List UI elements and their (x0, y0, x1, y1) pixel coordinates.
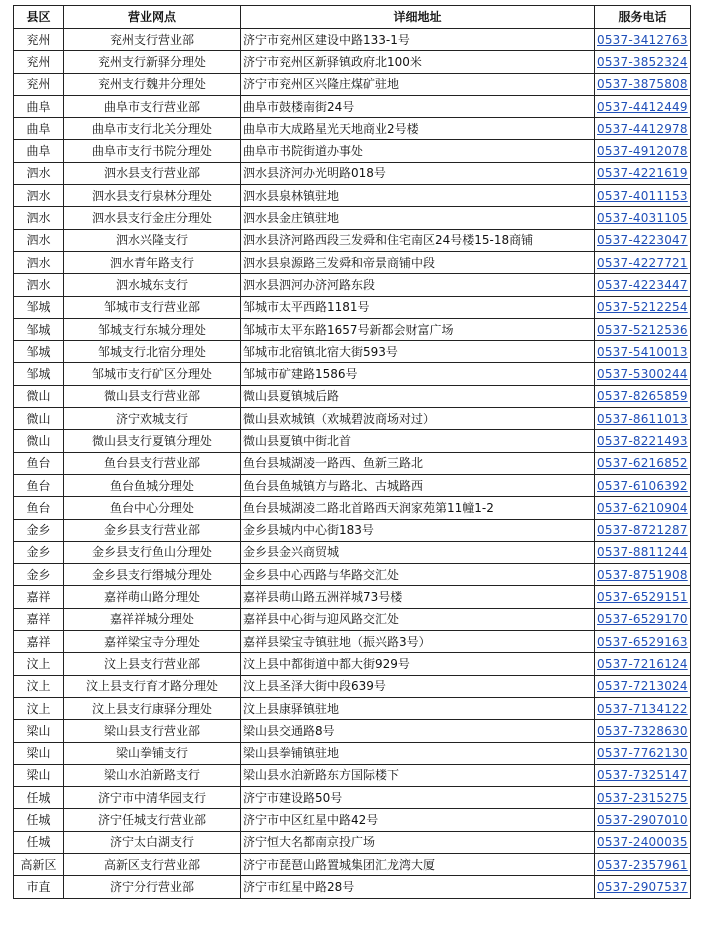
phone-cell (595, 564, 691, 586)
table-row (14, 162, 691, 184)
table-row (14, 29, 691, 51)
phone-cell (595, 541, 691, 563)
county-cell: 市直 (14, 876, 64, 898)
phone-cell (595, 73, 691, 95)
table-row (14, 586, 691, 608)
branch-cell: 微山县支行营业部 (64, 385, 241, 407)
branch-cell: 嘉祥祥城分理处 (64, 608, 241, 630)
phone-cell (595, 586, 691, 608)
table-header (14, 6, 691, 29)
phone-link[interactable]: 0537-6210904 (597, 500, 688, 515)
branch-cell: 兖州支行新驿分理处 (64, 51, 241, 73)
branch-cell: 泗水青年路支行 (64, 251, 241, 273)
address-cell: 济宁市建设路50号 (241, 787, 595, 809)
phone-link[interactable]: 0537-6529170 (597, 612, 688, 627)
table-row (14, 742, 691, 764)
branch-cell: 金乡县支行营业部 (64, 519, 241, 541)
phone-cell (595, 876, 691, 898)
table-row (14, 274, 691, 296)
branch-cell: 曲阜市支行书院分理处 (64, 140, 241, 162)
table-row (14, 653, 691, 675)
address-cell: 嘉祥县中心街与迎风路交汇处 (241, 608, 595, 630)
branch-cell: 鱼台县支行营业部 (64, 452, 241, 474)
county-cell: 高新区 (14, 853, 64, 875)
table-row (14, 497, 691, 519)
address-cell: 济宁市兖州区兴隆庄煤矿驻地 (241, 73, 595, 95)
branch-cell: 曲阜市支行北关分理处 (64, 118, 241, 140)
header-branch: 营业网点 (64, 6, 241, 29)
county-cell: 邹城 (14, 363, 64, 385)
address-cell: 邹城市北宿镇北宿大街593号 (241, 341, 595, 363)
phone-link[interactable]: 0537-4223447 (597, 277, 688, 292)
county-cell: 金乡 (14, 519, 64, 541)
county-cell: 汶上 (14, 675, 64, 697)
table-row (14, 207, 691, 229)
branch-cell: 曲阜市支行营业部 (64, 95, 241, 117)
phone-cell (595, 118, 691, 140)
phone-cell (595, 229, 691, 251)
phone-link[interactable]: 0537-6216852 (597, 456, 688, 471)
phone-cell (595, 385, 691, 407)
county-cell: 任城 (14, 831, 64, 853)
phone-link[interactable]: 0537-5212536 (597, 322, 688, 337)
branch-cell: 济宁欢城支行 (64, 408, 241, 430)
phone-cell (595, 474, 691, 496)
branch-cell: 济宁市中清华园支行 (64, 787, 241, 809)
phone-link[interactable]: 0537-4412449 (597, 99, 688, 114)
table-row (14, 296, 691, 318)
branch-cell: 邹城市支行营业部 (64, 296, 241, 318)
table-row (14, 140, 691, 162)
phone-link[interactable]: 0537-3412763 (597, 32, 688, 47)
branch-cell: 嘉祥萌山路分理处 (64, 586, 241, 608)
address-cell: 泗水县济河路西段三发舜和住宅南区24号楼15-18商铺 (241, 229, 595, 251)
table-row (14, 519, 691, 541)
table-row (14, 341, 691, 363)
branch-cell: 泗水城东支行 (64, 274, 241, 296)
table-row (14, 541, 691, 563)
address-cell: 泗水县泉林镇驻地 (241, 185, 595, 207)
phone-link[interactable]: 0537-2400035 (597, 835, 688, 850)
table-row (14, 675, 691, 697)
county-cell: 泗水 (14, 207, 64, 229)
address-cell: 泗水县济河办光明路018号 (241, 162, 595, 184)
county-cell: 嘉祥 (14, 586, 64, 608)
address-cell: 微山县夏镇中街北首 (241, 430, 595, 452)
branch-cell: 邹城支行东城分理处 (64, 318, 241, 340)
phone-link[interactable]: 0537-6529151 (597, 590, 688, 605)
phone-cell (595, 631, 691, 653)
branch-cell: 泗水县支行营业部 (64, 162, 241, 184)
phone-link[interactable]: 0537-8611013 (597, 411, 688, 426)
table-row (14, 185, 691, 207)
address-cell: 金乡县金兴商贸城 (241, 541, 595, 563)
county-cell: 曲阜 (14, 140, 64, 162)
phone-cell (595, 274, 691, 296)
phone-cell (595, 251, 691, 273)
address-cell: 鱼台县城湖凌一路西、鱼新三路北 (241, 452, 595, 474)
county-cell: 曲阜 (14, 95, 64, 117)
address-cell: 梁山县交通路8号 (241, 720, 595, 742)
branch-cell: 邹城支行北宿分理处 (64, 341, 241, 363)
branch-cell: 鱼台鱼城分理处 (64, 474, 241, 496)
phone-link[interactable]: 0537-8751908 (597, 567, 688, 582)
phone-cell (595, 162, 691, 184)
table-row (14, 853, 691, 875)
phone-cell (595, 51, 691, 73)
phone-link[interactable]: 0537-7325147 (597, 768, 688, 783)
phone-link[interactable]: 0537-5300244 (597, 367, 688, 382)
county-cell: 嘉祥 (14, 608, 64, 630)
phone-link[interactable]: 0537-3875808 (597, 77, 688, 92)
branch-cell: 济宁任城支行营业部 (64, 809, 241, 831)
phone-cell (595, 408, 691, 430)
county-cell: 邹城 (14, 341, 64, 363)
table-row (14, 408, 691, 430)
county-cell: 嘉祥 (14, 631, 64, 653)
table-row (14, 363, 691, 385)
table-row (14, 764, 691, 786)
address-cell: 鱼台县城湖凌二路北首路西天润家苑第11幢1-2 (241, 497, 595, 519)
address-cell: 微山县欢城镇（欢城碧波商场对过） (241, 408, 595, 430)
address-cell: 济宁市琵琶山路置城集团汇龙湾大厦 (241, 853, 595, 875)
phone-cell (595, 363, 691, 385)
branch-cell: 泗水县支行金庄分理处 (64, 207, 241, 229)
phone-link[interactable]: 0537-4031105 (597, 211, 688, 226)
county-cell: 汶上 (14, 653, 64, 675)
address-cell: 梁山县水泊新路东方国际楼下 (241, 764, 595, 786)
table-row (14, 720, 691, 742)
address-cell: 泗水县泉源路三发舜和帝景商铺中段 (241, 251, 595, 273)
county-cell: 鱼台 (14, 452, 64, 474)
phone-cell (595, 809, 691, 831)
phone-cell (595, 764, 691, 786)
phone-cell (595, 185, 691, 207)
phone-cell (595, 697, 691, 719)
county-cell: 梁山 (14, 720, 64, 742)
table-row (14, 318, 691, 340)
address-cell: 嘉祥县梁宝寺镇驻地（振兴路3号） (241, 631, 595, 653)
address-cell: 曲阜市书院街道办事处 (241, 140, 595, 162)
phone-cell (595, 519, 691, 541)
address-cell: 鱼台县鱼城镇方与路北、古城路西 (241, 474, 595, 496)
county-cell: 曲阜 (14, 118, 64, 140)
county-cell: 泗水 (14, 162, 64, 184)
address-cell: 金乡县城内中心街183号 (241, 519, 595, 541)
phone-cell (595, 653, 691, 675)
branch-cell: 兖州支行魏井分理处 (64, 73, 241, 95)
phone-link[interactable]: 0537-2907537 (597, 879, 688, 894)
header-row (14, 6, 691, 29)
table-row (14, 564, 691, 586)
phone-link[interactable]: 0537-2357961 (597, 857, 688, 872)
phone-link[interactable]: 0537-4912078 (597, 144, 688, 159)
phone-cell (595, 787, 691, 809)
address-cell: 汶上县中都街道中都大街929号 (241, 653, 595, 675)
county-cell: 泗水 (14, 229, 64, 251)
table-row (14, 809, 691, 831)
branch-cell: 兖州支行营业部 (64, 29, 241, 51)
branch-cell: 汶上县支行育才路分理处 (64, 675, 241, 697)
county-cell: 兖州 (14, 51, 64, 73)
phone-cell (595, 497, 691, 519)
phone-link[interactable]: 0537-6529163 (597, 634, 688, 649)
phone-cell (595, 140, 691, 162)
phone-link[interactable]: 0537-4223047 (597, 233, 688, 248)
phone-link[interactable]: 0537-3852324 (597, 54, 688, 69)
phone-cell (595, 720, 691, 742)
table-row (14, 452, 691, 474)
county-cell: 邹城 (14, 318, 64, 340)
branch-cell: 汶上县支行康驿分理处 (64, 697, 241, 719)
branch-cell: 微山县支行夏镇分理处 (64, 430, 241, 452)
branch-cell: 泗水县支行泉林分理处 (64, 185, 241, 207)
county-cell: 泗水 (14, 185, 64, 207)
county-cell: 梁山 (14, 742, 64, 764)
branch-cell: 金乡县支行鱼山分理处 (64, 541, 241, 563)
county-cell: 任城 (14, 809, 64, 831)
phone-cell (595, 341, 691, 363)
county-cell: 兖州 (14, 29, 64, 51)
county-cell: 泗水 (14, 274, 64, 296)
phone-link[interactable]: 0537-4221619 (597, 166, 688, 181)
phone-cell (595, 95, 691, 117)
phone-link[interactable]: 0537-2315275 (597, 790, 688, 805)
phone-link[interactable]: 0537-7762130 (597, 746, 688, 761)
table-row (14, 631, 691, 653)
phone-link[interactable]: 0537-8265859 (597, 389, 688, 404)
table-row (14, 474, 691, 496)
phone-link[interactable]: 0537-8721287 (597, 523, 688, 538)
phone-link[interactable]: 0537-5410013 (597, 344, 688, 359)
table-row (14, 385, 691, 407)
table-row (14, 251, 691, 273)
county-cell: 汶上 (14, 697, 64, 719)
table-row (14, 697, 691, 719)
address-cell: 汶上县圣泽大街中段639号 (241, 675, 595, 697)
address-cell: 济宁市中区红星中路42号 (241, 809, 595, 831)
phone-link[interactable]: 0537-8811244 (597, 545, 688, 560)
branch-cell: 梁山县支行营业部 (64, 720, 241, 742)
phone-cell (595, 207, 691, 229)
branch-cell: 济宁太白湖支行 (64, 831, 241, 853)
phone-link[interactable]: 0537-4011153 (597, 188, 688, 203)
address-cell: 泗水县泗河办济河路东段 (241, 274, 595, 296)
address-cell: 泗水县金庄镇驻地 (241, 207, 595, 229)
county-cell: 梁山 (14, 764, 64, 786)
phone-cell (595, 296, 691, 318)
address-cell: 邹城市太平东路1657号新都会财富广场 (241, 318, 595, 340)
branch-cell: 汶上县支行营业部 (64, 653, 241, 675)
address-cell: 金乡县中心西路与华路交汇处 (241, 564, 595, 586)
county-cell: 泗水 (14, 251, 64, 273)
address-cell: 汶上县康驿镇驻地 (241, 697, 595, 719)
phone-link[interactable]: 0537-4227721 (597, 255, 688, 270)
phone-cell (595, 831, 691, 853)
phone-link[interactable]: 0537-2907010 (597, 813, 688, 828)
phone-link[interactable]: 0537-7328630 (597, 723, 688, 738)
branch-cell: 高新区支行营业部 (64, 853, 241, 875)
phone-link[interactable]: 0537-7216124 (597, 656, 688, 671)
county-cell: 任城 (14, 787, 64, 809)
phone-cell (595, 452, 691, 474)
address-cell: 曲阜市大成路星光天地商业2号楼 (241, 118, 595, 140)
branch-cell: 济宁分行营业部 (64, 876, 241, 898)
branch-cell: 梁山拳铺支行 (64, 742, 241, 764)
phone-link[interactable]: 0537-8221493 (597, 433, 688, 448)
table-row (14, 51, 691, 73)
branch-cell: 梁山水泊新路支行 (64, 764, 241, 786)
branch-cell: 邹城市支行矿区分理处 (64, 363, 241, 385)
county-cell: 鱼台 (14, 474, 64, 496)
address-cell: 济宁市兖州区新驿镇政府北100米 (241, 51, 595, 73)
county-cell: 邹城 (14, 296, 64, 318)
table-row (14, 430, 691, 452)
county-cell: 鱼台 (14, 497, 64, 519)
branch-cell: 金乡县支行缗城分理处 (64, 564, 241, 586)
address-cell: 济宁市兖州区建设中路133-1号 (241, 29, 595, 51)
phone-cell (595, 318, 691, 340)
phone-link[interactable]: 0537-7213024 (597, 679, 688, 694)
address-cell: 济宁市红星中路28号 (241, 876, 595, 898)
table-row (14, 229, 691, 251)
phone-link[interactable]: 0537-7134122 (597, 701, 688, 716)
phone-cell (595, 29, 691, 51)
branch-cell: 泗水兴隆支行 (64, 229, 241, 251)
address-cell: 曲阜市鼓楼南街24号 (241, 95, 595, 117)
phone-cell (595, 742, 691, 764)
phone-cell (595, 608, 691, 630)
table-row (14, 876, 691, 898)
branch-cell: 鱼台中心分理处 (64, 497, 241, 519)
table-row (14, 831, 691, 853)
address-cell: 济宁恒大名都南京投广场 (241, 831, 595, 853)
table-row (14, 787, 691, 809)
branch-directory-table (13, 5, 691, 899)
address-cell: 嘉祥县萌山路五洲祥城73号楼 (241, 586, 595, 608)
county-cell: 微山 (14, 408, 64, 430)
table-row (14, 608, 691, 630)
header-county: 县区 (14, 6, 64, 29)
header-address: 详细地址 (241, 6, 595, 29)
phone-link[interactable]: 0537-5212254 (597, 300, 688, 315)
address-cell: 梁山县拳铺镇驻地 (241, 742, 595, 764)
table-row (14, 73, 691, 95)
table-row (14, 118, 691, 140)
county-cell: 金乡 (14, 541, 64, 563)
phone-cell (595, 675, 691, 697)
phone-link[interactable]: 0537-4412978 (597, 121, 688, 136)
address-cell: 微山县夏镇城后路 (241, 385, 595, 407)
county-cell: 兖州 (14, 73, 64, 95)
county-cell: 微山 (14, 430, 64, 452)
county-cell: 微山 (14, 385, 64, 407)
county-cell: 金乡 (14, 564, 64, 586)
phone-link[interactable]: 0537-6106392 (597, 478, 688, 493)
phone-cell (595, 430, 691, 452)
table-row (14, 95, 691, 117)
address-cell: 邹城市矿建路1586号 (241, 363, 595, 385)
phone-cell (595, 853, 691, 875)
table-body (14, 29, 691, 899)
header-phone: 服务电话 (595, 6, 691, 29)
address-cell: 邹城市太平西路1181号 (241, 296, 595, 318)
branch-cell: 嘉祥梁宝寺分理处 (64, 631, 241, 653)
